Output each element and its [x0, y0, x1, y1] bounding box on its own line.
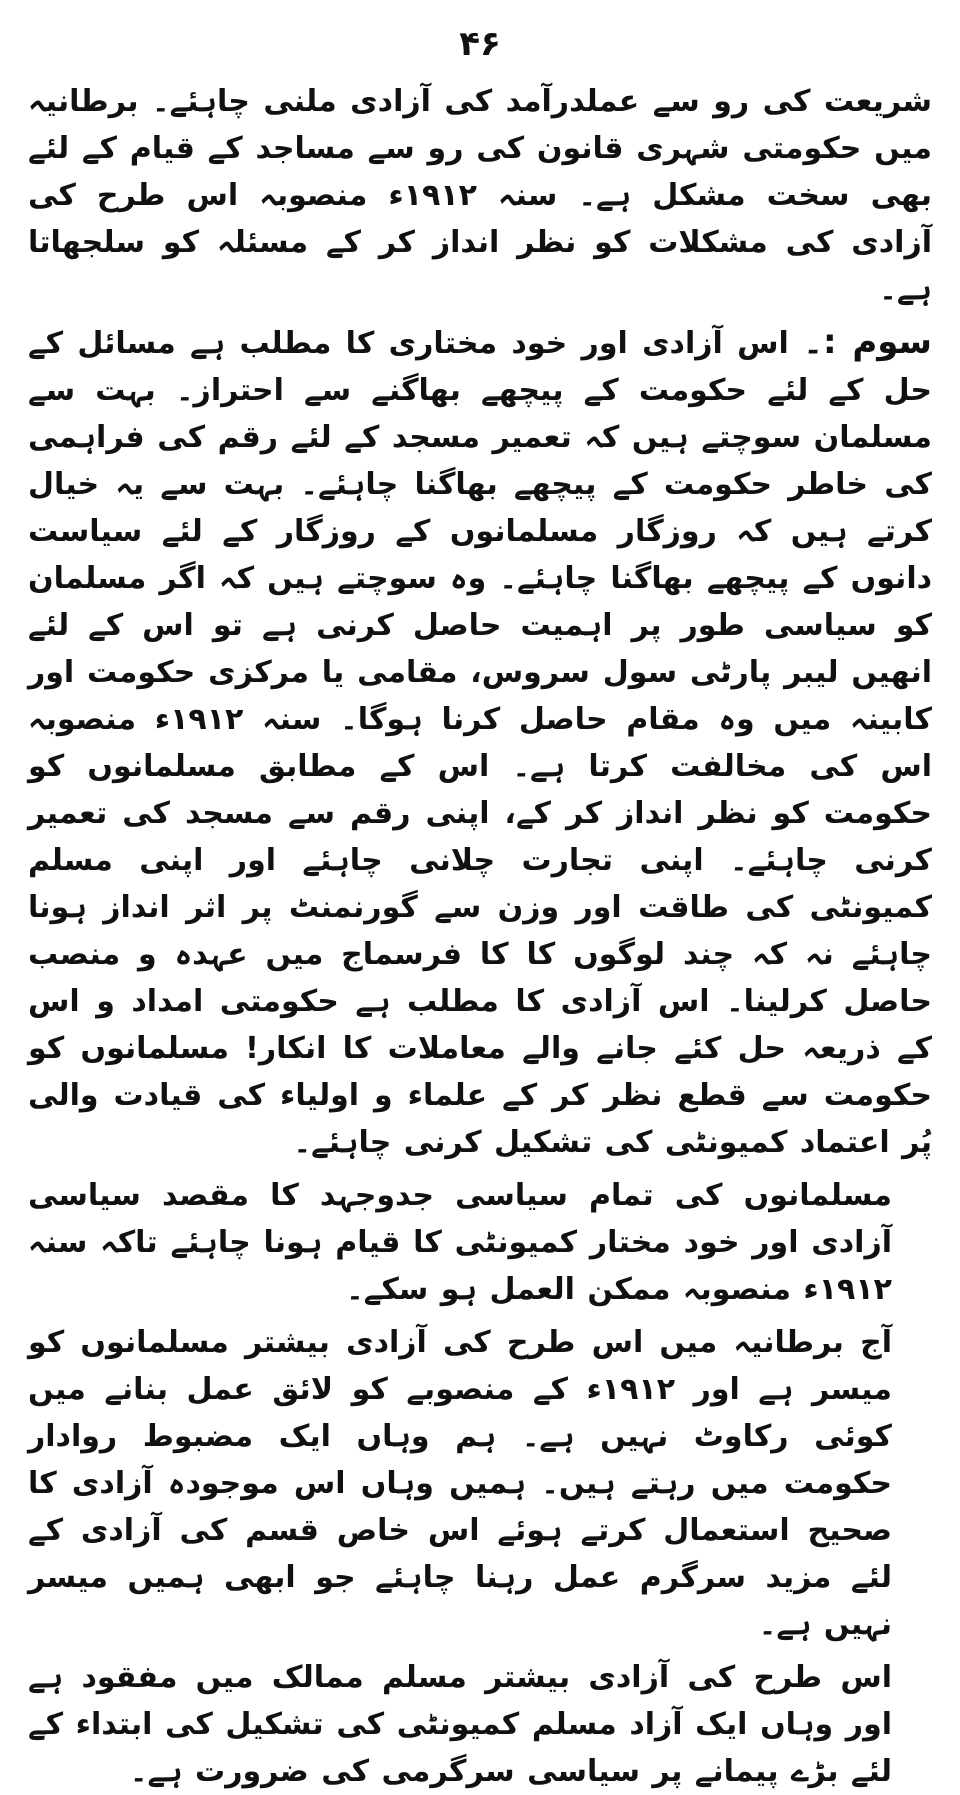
paragraph-text: شریعت کی رو سے عملدرآمد کی آزادی ملنی چاہئے۔ برطانیہ میں حکومتی شہری قانون کی رو سے مساجد کے قیام کے لئے بھی سخت مشکل ہے۔ سنہ ۱۹۱۲ء منصوبہ اس طرح کی آزادی کی مشکلات کو نظر انداز کر کے مسئلہ کو سلجھاتا ہے۔ — [28, 84, 932, 307]
paragraph-2 — [28, 319, 932, 1166]
paragraph-text: اس آزادی اور خود مختاری کا مطلب ہے مسائل کے حل کے لئے حکومت کے پیچھے بھاگنے سے احتراز۔ بہت سے مسلمان سوچتے ہیں کہ تعمیر مسجد کے لئے رقم کی فراہمی کی خاطر حکومت کے پیچھے بھاگنا چاہئے۔ بہت سے یہ خیال کرتے ہیں کہ روزگار مسلمانوں کے روزگار کے لئے سیاست دانوں کے پیچھے بھاگنا چاہئے۔ وہ سوچتے ہیں کہ اگر مسلمان کو سیاسی طور پر اہمیت حاصل کرنی ہے تو اس کے لئے انھیں لیبر پارٹی سول سروس، مقامی یا مرکزی حکومت اور کابینہ میں وہ مقام حاصل کرنا ہوگا۔ سنہ ۱۹۱۲ء منصوبہ اس کی مخالفت کرتا ہے۔ اس کے مطابق مسلمانوں کو حکومت کو نظر انداز کر کے، اپنی رقم سے مسجد کی تعمیر کرنی چاہئے۔ اپنی تجارت چلانی چاہئے اور اپنی مسلم کمیونٹی کی طاقت اور وزن سے گورنمنٹ پر اثر انداز ہونا چاہئے نہ کہ چند لوگوں کا کا فرسماج میں عہدہ و منصب حاصل کرلینا۔ اس آزادی کا مطلب ہے حکومتی امداد و اس کے ذریعہ حل کئے جانے والے معاملات کا انکار! مسلمانوں کو حکومت سے قطع نظر کر کے علماء و اولیاء کی قیادت والی پُر اعتماد کمیونٹی کی تشکیل کرنی چاہئے۔ — [28, 326, 932, 1160]
paragraph-4 — [28, 1319, 932, 1648]
paragraph-5 — [28, 1654, 932, 1795]
page-number: ۴۶ — [459, 24, 501, 64]
section-heading-third: سوم :۔ — [803, 322, 932, 362]
paragraph-text: مسلمانوں کی تمام سیاسی جدوجہد کا مقصد سیاسی آزادی اور خود مختار کمیونٹی کا قیام ہونا چاہئے تاکہ سنہ ۱۹۱۲ء منصوبہ ممکن العمل ہو سکے۔ — [28, 1178, 892, 1307]
paragraph-text: اس طرح کی آزادی بیشتر مسلم ممالک میں مفقود ہے اور وہاں ایک آزاد مسلم کمیونٹی کی تشکیل کی ابتداء کے لئے بڑے پیمانے پر سیاسی سرگرمی کی ضرورت ہے۔ — [28, 1660, 892, 1789]
body-text — [28, 78, 932, 1795]
paragraph-text: آج برطانیہ میں اس طرح کی آزادی بیشتر مسلمانوں کو میسر ہے اور ۱۹۱۲ء کے منصوبے کو لائق عمل بنانے میں کوئی رکاوٹ نہیں ہے۔ ہم وہاں ایک مضبوط روادار حکومت میں رہتے ہیں۔ ہمیں وہاں اس موجودہ آزادی کا صحیح استعمال کرتے ہوئے اس خاص قسم کی آزادی کے لئے مزید سرگرم عمل رہنا چاہئے جو ابھی ہمیں میسر نہیں ہے۔ — [28, 1325, 892, 1642]
paragraph-3 — [28, 1172, 932, 1313]
paragraph-1 — [28, 78, 932, 313]
